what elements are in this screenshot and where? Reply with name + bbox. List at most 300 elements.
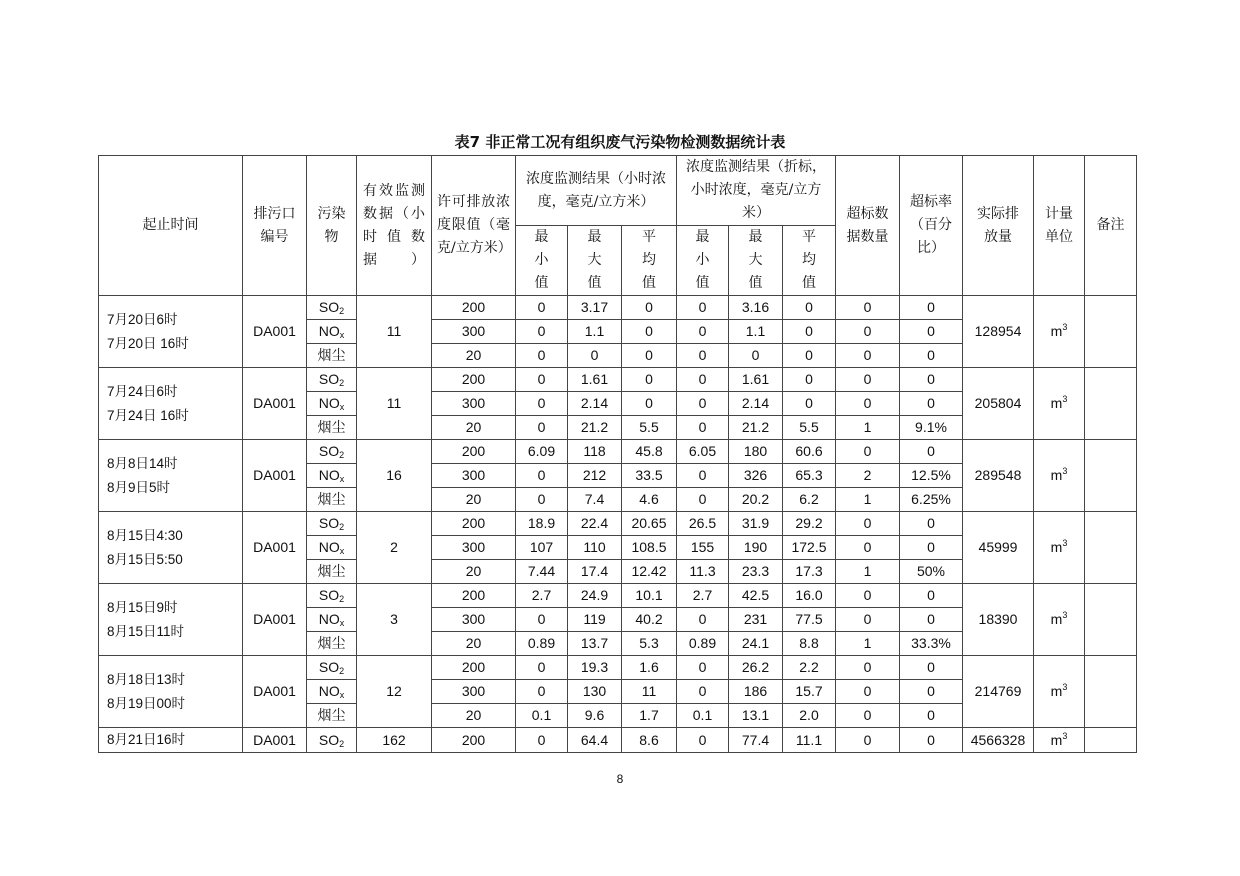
header-exceed-rate: 超标率（百分比） [900,156,963,296]
cell-avg [622,728,677,753]
value-limit: 200 [461,659,486,675]
value-er: 0 [927,539,935,555]
cell-smin [677,296,729,320]
value-savg: 60.6 [795,443,823,459]
cell-smax [729,656,783,680]
time-start: 7月20日6时 [107,311,178,327]
cell-smax [729,464,783,488]
value-savg: 2.0 [799,707,819,723]
pollutant-name: SO [318,659,340,675]
value-smax: 21.2 [741,419,770,435]
pollutant-name: NO [318,683,340,699]
pollutant-subscript: x [339,330,345,340]
value-max: 1.1 [584,323,605,339]
cell-ec [836,560,900,584]
value-savg: 0 [805,347,813,363]
value-smin: 0 [698,371,707,387]
value-savg: 16.0 [795,587,823,603]
value-er: 0 [927,299,935,315]
header-time: 起止时间 [99,156,243,296]
header-exceed-count: 超标数据数量 [836,156,900,296]
cell-max [568,320,622,344]
cell-limit [432,368,516,392]
value-ec: 0 [863,659,872,675]
value-er: 0 [927,443,935,459]
value-min: 107 [529,539,554,555]
cell-savg [783,536,836,560]
value-smax: 231 [743,611,768,627]
cell-emission [963,296,1034,368]
cell-er [900,632,963,656]
cell-min [516,584,568,608]
cell-min [516,464,568,488]
pollutant-subscript: 2 [339,738,345,749]
value-er: 50% [916,563,946,579]
value-max: 2.14 [580,395,609,411]
cell-er [900,560,963,584]
pollutant-name: SO [318,515,340,531]
cell-smin [677,344,729,368]
cell-emission [963,728,1034,753]
cell-smin [677,656,729,680]
cell-avg [622,392,677,416]
cell-time [99,296,243,368]
cell-smax [729,320,783,344]
value-smin: 6.05 [688,443,717,459]
value-min: 18.9 [527,515,556,531]
cell-er [900,680,963,704]
value-savg: 15.7 [795,683,823,699]
time-start: 8月8日14时 [107,455,178,471]
emission-value: 289548 [974,467,1022,483]
table-row [99,368,1137,392]
value-smin: 11.3 [689,563,716,579]
value-ec: 0 [863,611,872,627]
value-max: 130 [582,683,607,699]
value-savg: 5.5 [799,419,819,435]
cell-max [568,608,622,632]
value-smin: 0 [698,419,707,435]
table-row [99,440,1137,464]
cell-er [900,296,963,320]
value-savg: 0 [805,323,813,339]
cell-pollutant [307,536,357,560]
value-min: 0 [537,467,546,483]
cell-ec [836,632,900,656]
cell-savg [783,416,836,440]
cell-er [900,584,963,608]
value-ec: 0 [863,347,872,363]
cell-savg [783,704,836,728]
value-ec: 0 [863,443,872,459]
value-max: 24.9 [580,587,609,603]
cell-limit [432,440,516,464]
value-smax: 1.61 [741,371,770,387]
cell-smin [677,680,729,704]
value-max: 1.61 [580,371,609,387]
value-avg: 5.3 [639,635,659,651]
value-min: 0 [537,347,546,363]
value-avg: 0 [645,347,653,363]
cell-limit [432,320,516,344]
value-smin: 0 [698,467,707,483]
cell-time [99,656,243,728]
value-savg: 172.5 [791,539,827,555]
cell-er [900,704,963,728]
cell-limit [432,296,516,320]
value-savg: 0 [805,299,813,315]
value-max: 9.6 [584,707,605,723]
time-start: 7月24日6时 [107,383,178,399]
value-smax: 2.14 [741,395,770,411]
cell-smax [729,680,783,704]
cell-limit [432,728,516,753]
value-avg: 0 [645,323,653,339]
cell-avg [622,488,677,512]
value-savg: 0 [805,371,813,387]
cell-min [516,632,568,656]
pollutant-subscript: x [339,618,345,628]
value-min: 0 [537,419,546,435]
value-ec: 0 [863,323,872,339]
value-avg: 1.7 [639,707,659,723]
value-min: 7.44 [527,563,556,579]
pollutant-name: 烟尘 [317,563,346,579]
cell-limit [432,344,516,368]
cell-unit [1034,656,1085,728]
value-smin: 0 [698,299,707,315]
cell-smin [677,320,729,344]
cell-smin [677,368,729,392]
unit-text: m [1050,539,1063,555]
value-min: 0 [537,491,546,507]
cell-time [99,440,243,512]
value-max: 119 [583,611,606,627]
value-ec: 0 [863,587,872,603]
value-min: 0 [537,659,546,675]
cell-avg [622,512,677,536]
cell-er [900,320,963,344]
cell-pollutant [307,488,357,512]
cell-valid [357,368,432,440]
cell-ec [836,320,900,344]
value-savg: 8.8 [799,635,819,651]
value-limit: 200 [461,299,486,315]
cell-pollutant [307,344,357,368]
cell-smax [729,368,783,392]
value-limit: 200 [461,587,486,603]
cell-limit [432,608,516,632]
cell-avg [622,296,677,320]
value-avg: 0 [645,371,653,387]
cell-smin [677,560,729,584]
value-limit: 300 [461,611,486,627]
cell-smax [729,512,783,536]
value-max: 13.7 [580,635,609,651]
cell-avg [622,704,677,728]
value-max: 7.4 [584,491,605,507]
value-er: 0 [927,347,935,363]
header-std-min: 最小值 [677,226,729,296]
value-er: 0 [927,707,935,723]
value-smax: 3.16 [741,299,770,315]
cell-savg [783,656,836,680]
header-conc: 浓度监测结果（小时浓度，毫克/立方米） [516,156,677,226]
unit-text: m [1050,683,1063,699]
cell-smax [729,296,783,320]
table-row [99,584,1137,608]
cell-limit [432,392,516,416]
value-min: 0 [537,731,546,748]
cell-smax [729,488,783,512]
pollutant-name: NO [318,467,340,483]
cell-max [568,632,622,656]
unit-superscript: 3 [1062,730,1068,741]
cell-remark [1085,368,1137,440]
cell-smin [677,488,729,512]
cell-pollutant [307,512,357,536]
header-valid: 有效监测数据（小时值数据） [357,156,432,296]
cell-max [568,584,622,608]
value-avg: 12.42 [631,563,667,579]
unit-superscript: 3 [1062,322,1068,332]
cell-savg [783,320,836,344]
value-er: 0 [927,515,935,531]
cell-avg [622,368,677,392]
value-savg: 77.5 [795,611,823,627]
cell-savg [783,440,836,464]
cell-pollutant [307,440,357,464]
pollutant-subscript: x [339,474,345,484]
value-er: 12.5% [911,467,951,483]
unit-superscript: 3 [1062,538,1068,548]
cell-ec [836,416,900,440]
value-limit: 20 [465,419,482,435]
cell-emission [963,584,1034,656]
cell-pollutant [307,704,357,728]
cell-smin [677,416,729,440]
header-conc-std: 浓度监测结果（折标，小时浓度，毫克/立方米） [677,156,836,226]
pollutant-name: 烟尘 [317,707,346,723]
unit-text: m [1050,467,1063,483]
cell-avg [622,464,677,488]
cell-smin [677,464,729,488]
valid-count: 12 [386,683,402,699]
cell-min [516,728,568,753]
cell-min [516,704,568,728]
cell-time [99,512,243,584]
pollutant-subscript: 2 [339,450,345,460]
cell-ec [836,488,900,512]
cell-remark [1085,584,1137,656]
cell-max [568,656,622,680]
cell-avg [622,320,677,344]
table-row [99,296,1137,320]
value-smax: 180 [743,443,768,459]
cell-limit [432,464,516,488]
pollutant-name: NO [318,395,340,411]
time-end: 7月20日 16时 [107,335,189,351]
cell-pollutant [307,608,357,632]
pollutant-name: SO [318,587,340,603]
cell-smax [729,608,783,632]
header-max: 最大值 [568,226,622,296]
cell-savg [783,728,836,753]
page-number: 8 [616,772,624,786]
cell-ec [836,512,900,536]
cell-limit [432,560,516,584]
cell-er [900,464,963,488]
pollutant-name: 烟尘 [317,635,346,651]
cell-min [516,440,568,464]
value-savg: 17.3 [795,563,823,579]
pollutant-subscript: 2 [339,522,345,532]
value-limit: 200 [461,515,486,531]
value-smin: 0 [698,731,707,748]
emission-value: 128954 [974,323,1022,339]
value-avg: 10.1 [635,587,663,603]
value-ec: 0 [863,395,872,411]
cell-unit [1034,584,1085,656]
cell-smin [677,632,729,656]
value-savg: 29.2 [795,515,823,531]
value-avg: 20.65 [631,515,667,531]
value-smax: 26.2 [741,659,770,675]
pollutant-name: SO [318,299,340,315]
value-limit: 20 [465,635,482,651]
cell-remark [1085,512,1137,584]
value-smin: 26.5 [688,515,717,531]
valid-count: 11 [386,395,402,411]
time-end: 8月19日00时 [107,695,186,711]
cell-savg [783,464,836,488]
cell-outlet [243,656,307,728]
cell-min [516,368,568,392]
cell-ec [836,608,900,632]
value-smin: 0 [698,611,707,627]
cell-avg [622,680,677,704]
value-max: 0 [590,347,599,363]
header-pollutant: 污染物 [307,156,357,296]
cell-min [516,416,568,440]
cell-avg [622,584,677,608]
pollutant-subscript: x [339,546,345,556]
value-er: 0 [927,683,935,699]
value-er: 0 [927,587,935,603]
value-min: 0 [537,395,546,411]
pollutant-name: NO [318,539,340,555]
value-avg: 8.6 [639,731,659,748]
value-limit: 300 [461,683,486,699]
value-limit: 200 [461,443,486,459]
value-smax: 24.1 [741,635,770,651]
value-smin: 0 [698,395,707,411]
cell-pollutant [307,416,357,440]
emission-value: 4566328 [970,731,1026,748]
cell-avg [622,440,677,464]
value-smin: 0 [698,347,707,363]
cell-ec [836,704,900,728]
cell-pollutant [307,680,357,704]
value-ec: 2 [863,467,872,483]
value-limit: 20 [465,491,482,507]
cell-smax [729,392,783,416]
value-smin: 0 [698,659,707,675]
value-ec: 0 [863,371,872,387]
pollutant-name: 烟尘 [317,419,346,435]
cell-max [568,344,622,368]
value-smin: 0 [698,491,707,507]
value-smax: 13.1 [741,707,770,723]
cell-er [900,536,963,560]
value-limit: 300 [461,539,486,555]
unit-text: m [1050,611,1063,627]
cell-smin [677,728,729,753]
cell-min [516,488,568,512]
valid-count: 2 [390,539,398,555]
value-limit: 20 [465,347,482,363]
header-limit: 许可排放浓度限值（毫克/立方米） [432,156,516,296]
value-smin: 0 [698,323,707,339]
cell-ec [836,296,900,320]
cell-max [568,416,622,440]
cell-unit [1034,368,1085,440]
outlet-code: DA001 [253,539,296,555]
cell-max [568,512,622,536]
cell-ec [836,368,900,392]
header-emission: 实际排放量 [963,156,1034,296]
value-min: 0.1 [531,707,552,723]
value-smax: 0 [751,347,760,363]
cell-limit [432,704,516,728]
cell-ec [836,464,900,488]
cell-pollutant [307,728,357,753]
header-avg: 平均值 [622,226,677,296]
cell-pollutant [307,632,357,656]
cell-smin [677,392,729,416]
cell-pollutant [307,464,357,488]
cell-ec [836,656,900,680]
cell-max [568,440,622,464]
value-savg: 0 [805,395,813,411]
unit-superscript: 3 [1062,682,1068,692]
value-er: 0 [927,371,935,387]
cell-emission [963,440,1034,512]
pollutant-name: NO [318,611,340,627]
cell-max [568,560,622,584]
value-er: 9.1% [915,419,947,435]
value-savg: 2.2 [799,659,819,675]
time-end: 8月9日5时 [107,479,171,495]
cell-min [516,392,568,416]
cell-outlet [243,728,307,753]
cell-pollutant [307,368,357,392]
cell-unit [1034,728,1085,753]
valid-count: 162 [382,731,406,748]
value-limit: 300 [461,395,486,411]
cell-valid [357,440,432,512]
value-ec: 0 [863,731,872,748]
value-er: 0 [927,395,935,411]
cell-savg [783,680,836,704]
cell-ec [836,680,900,704]
cell-limit [432,536,516,560]
cell-smax [729,536,783,560]
cell-min [516,344,568,368]
cell-min [516,320,568,344]
value-ec: 0 [863,299,872,315]
cell-avg [622,344,677,368]
